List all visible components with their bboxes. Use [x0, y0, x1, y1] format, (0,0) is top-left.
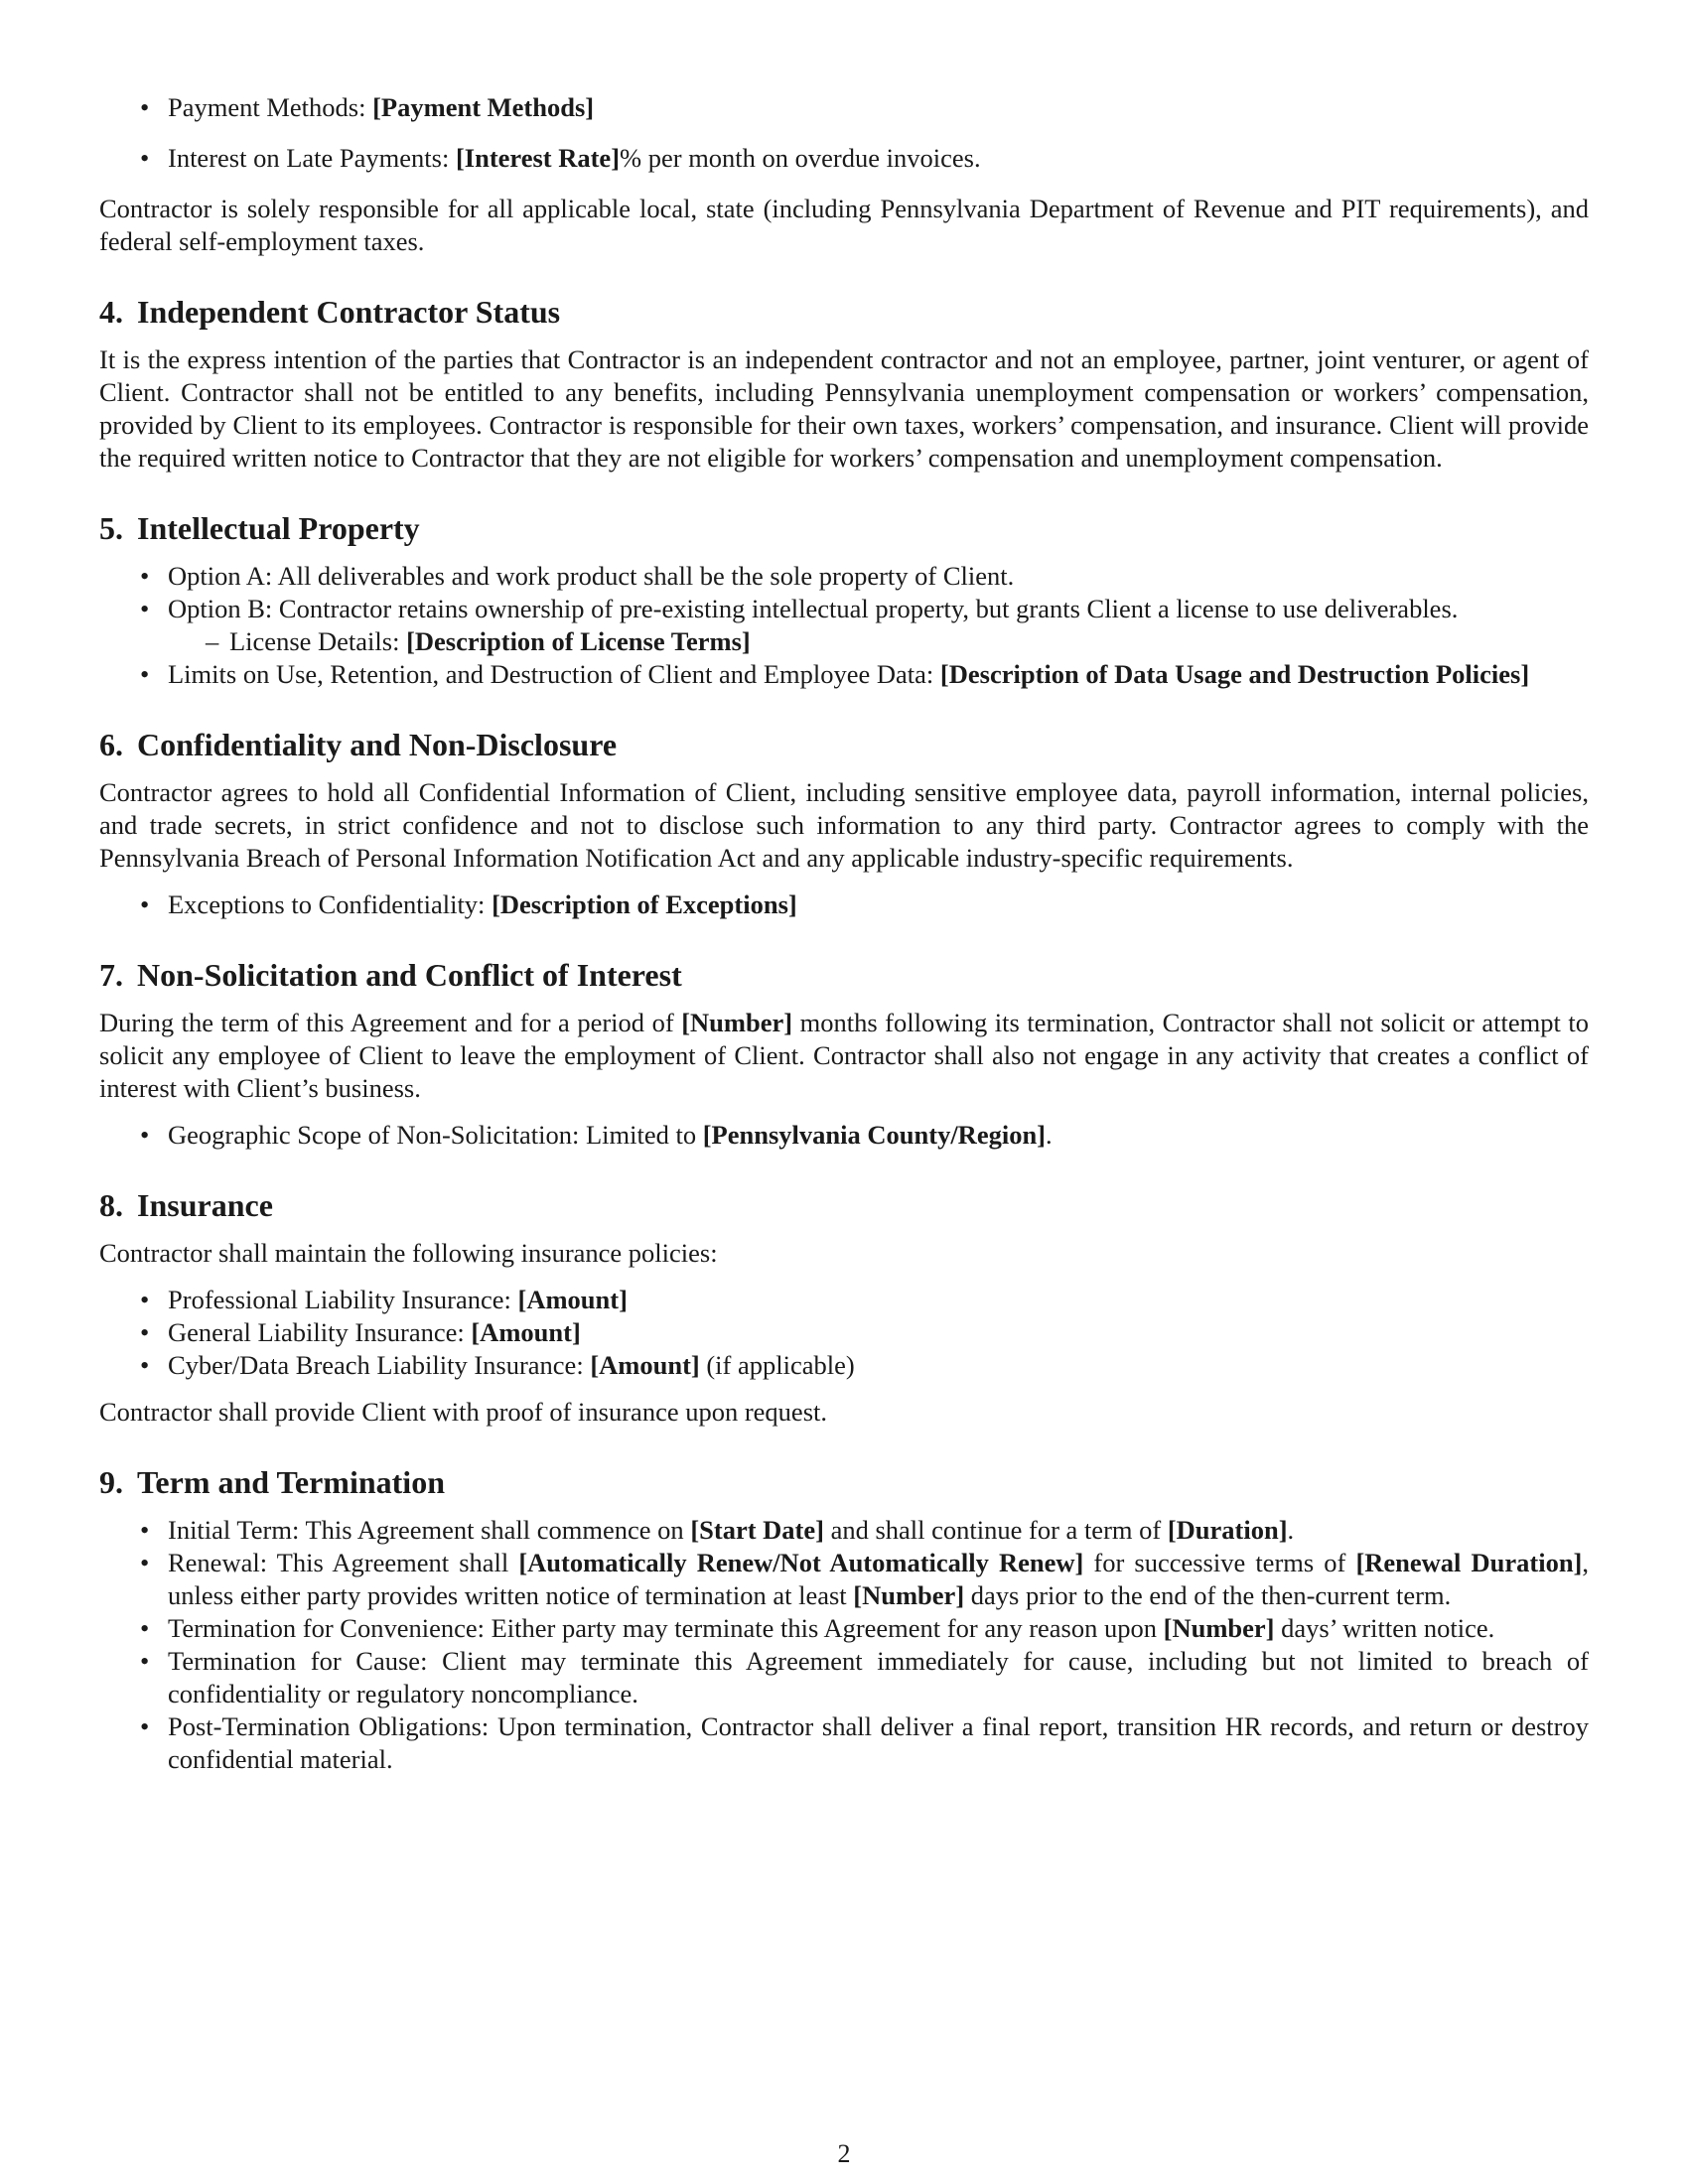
section-heading-6: 6. Confidentiality and Non-Disclosure	[99, 727, 618, 762]
list-item: • Limits on Use, Retention, and Destruction of Client and Employee Data: [Description of Data Usage and Destruction Policies]	[168, 658, 1589, 691]
section-4-paragraph: It is the express intention of the parties that Contractor is an independent contractor and not an employee, partner, joint venturer, or agent of Client. Contractor shall not be entitled to any benefits, including Pennsylvania unemployment compensation or workers’ compensation, provided by Client to its employees. Contractor is responsible for their own taxes, workers’ compensation, and insurance. Client will provide the required written notice to Contractor that they are not eligible for workers’ compensation and unemployment compensation.	[99, 344, 1589, 473]
section-heading-8: 8. Insurance	[99, 1187, 273, 1223]
list-item: • General Liability Insurance: [Amount]	[168, 1316, 1589, 1349]
list-item: • Initial Term: This Agreement shall commence on [Start Date] and shall continue for a term of [Duration].	[168, 1514, 1589, 1547]
section-heading-7: 7. Non-Solicitation and Conflict of Interest	[99, 957, 682, 993]
list-item: • Cyber/Data Breach Liability Insurance: [Amount] (if applicable)	[168, 1349, 1589, 1382]
list-item: • Termination for Convenience: Either party may terminate this Agreement for any reason upon [Number] days’ written notice.	[168, 1612, 1589, 1645]
section-heading-5: 5. Intellectual Property	[99, 510, 420, 546]
section-heading-9: 9. Term and Termination	[99, 1464, 445, 1500]
page-number: 2	[837, 2139, 851, 2168]
list-item: • Option A: All deliverables and work product shall be the sole property of Client.	[168, 560, 1589, 593]
document-page	[99, 91, 1589, 1790]
section-8-intro: Contractor shall maintain the following insurance policies:	[99, 1238, 718, 1268]
insurance-list	[99, 1284, 1589, 1382]
list-item: • Professional Liability Insurance: [Amount]	[168, 1284, 1589, 1316]
section-8-closing: Contractor shall provide Client with proof of insurance upon request.	[99, 1397, 827, 1427]
list-item: • Renewal: This Agreement shall [Automatically Renew/Not Automatically Renew] for successive terms of [Renewal Duration], unless either party provides written notice of termination at least [Number] days prior to the end of the then-current term.	[168, 1547, 1589, 1612]
tax-paragraph: Contractor is solely responsible for all applicable local, state (including Pennsylvania Department of Revenue and PIT requirements), and federal self-employment taxes.	[99, 194, 1589, 256]
sub-list	[168, 625, 1589, 658]
list-item: • Geographic Scope of Non-Solicitation: Limited to [Pennsylvania County/Region].	[168, 1119, 1589, 1152]
list-item: • Payment Methods: [Payment Methods]	[168, 91, 1589, 124]
section-heading-4: 4. Independent Contractor Status	[99, 294, 561, 330]
section-7-paragraph: During the term of this Agreement and for a period of [Number] months following its termination, Contractor shall not solicit or attempt to solicit any employee of Client to leave the employment of Client. Contractor shall also not engage in any activity that creates a conflict of interest with Client’s business.	[99, 1008, 1589, 1103]
section-5-list	[99, 560, 1589, 691]
section-6-list	[99, 888, 1589, 921]
term-list	[99, 1514, 1589, 1776]
payment-terms-list	[99, 91, 1589, 175]
list-item: • Post-Termination Obligations: Upon termination, Contractor shall deliver a final report, transition HR records, and return or destroy confidential material.	[168, 1710, 1589, 1776]
section-6-paragraph: Contractor agrees to hold all Confidential Information of Client, including sensitive employee data, payroll information, internal policies, and trade secrets, in strict confidence and not to disclose such information to any third party. Contractor agrees to comply with the Pennsylvania Breach of Personal Information Notification Act and any applicable industry-specific requirements.	[99, 777, 1589, 873]
section-7-list	[99, 1119, 1589, 1152]
list-item: • Option B: Contractor retains ownership of pre-existing intellectual property, but grants Client a license to use deliverables. – License Details: [Description of License Terms]	[168, 593, 1589, 658]
sub-list-item: – License Details: [Description of License Terms]	[229, 625, 1589, 658]
list-item: • Termination for Cause: Client may terminate this Agreement immediately for cause, including but not limited to breach of confidentiality or regulatory noncompliance.	[168, 1645, 1589, 1710]
list-item: • Exceptions to Confidentiality: [Description of Exceptions]	[168, 888, 1589, 921]
list-item: • Interest on Late Payments: [Interest Rate]% per month on overdue invoices.	[168, 142, 1589, 175]
